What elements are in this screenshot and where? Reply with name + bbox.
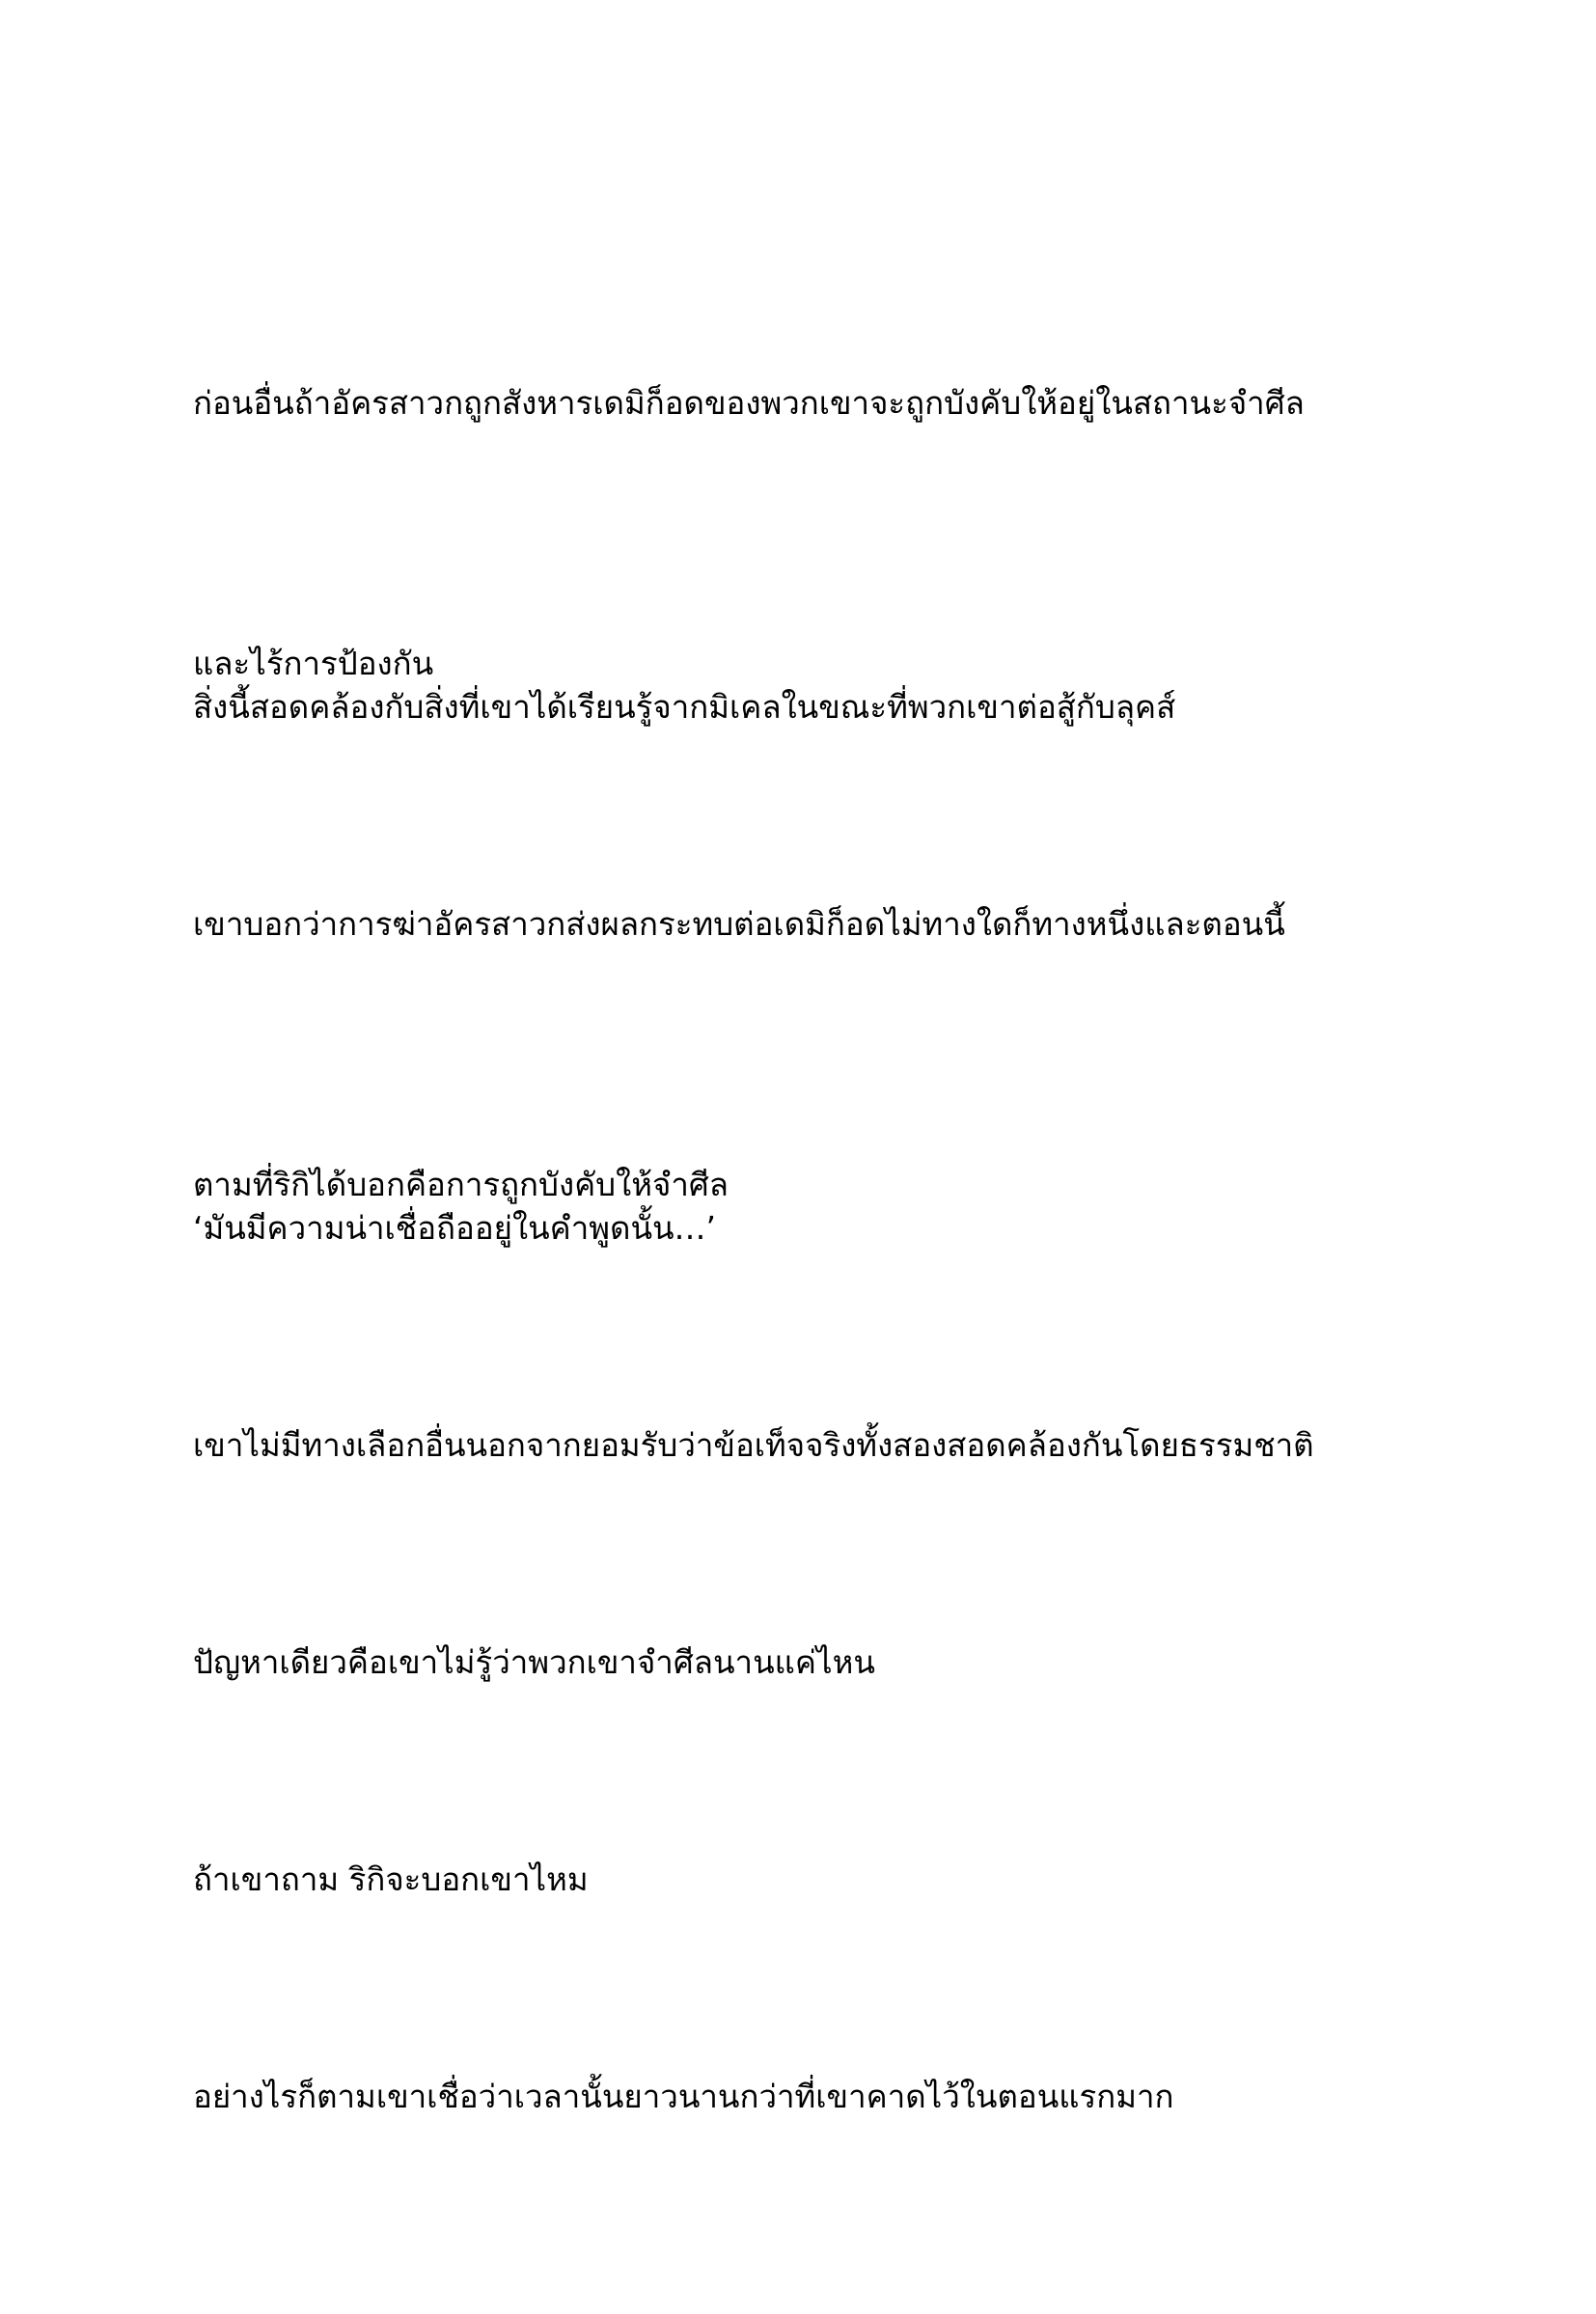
paragraph-line: อย่างไรก็ตามเขาเชื่อว่าเวลานั้นยาวนานกว่าที่เขาคาดไว้ในตอนแรกมาก <box>193 2078 1174 2115</box>
paragraph-line: ปัญหาเดียวคือเขาไม่รู้ว่าพวกเขาจำศีลนานแค่ไหน <box>193 1643 875 1681</box>
paragraph-line: ‘มันมีความน่าเชื่อถืออยู่ในคำพูดนั้น…’ <box>193 1209 717 1247</box>
paragraph-line: เขาไม่มีทางเลือกอื่นนอกจากยอมรับว่าข้อเท็จจริงทั้งสองสอดคล้องกันโดยธรรมชาติ <box>193 1426 1314 1464</box>
paragraph-line: ถ้าเขาถาม ริกิจะบอกเขาไหม <box>193 1860 589 1898</box>
paragraph-line: ก่อนอื่นถ้าอัครสาวกถูกสังหารเดมิก็อดของพวกเขาจะถูกบังคับให้อยู่ในสถานะจำศีล <box>193 384 1305 422</box>
paragraph-line: และไร้การป้องกัน <box>193 645 434 682</box>
paragraph-line: เขาบอกว่าการฆ่าอัครสาวกส่งผลกระทบต่อเดมิก็อดไม่ทางใดก็ทางหนึ่งและตอนนี้ <box>193 905 1285 943</box>
paragraph-line: สิ่งนี้สอดคล้องกับสิ่งที่เขาได้เรียนรู้จากมิเคลในขณะที่พวกเขาต่อสู้กับลุคส์ <box>193 688 1176 726</box>
paragraph-line: ตามที่ริกิได้บอกคือการถูกบังคับให้จำศีล <box>193 1166 729 1203</box>
paragraph-8 <box>193 1880 1447 2314</box>
